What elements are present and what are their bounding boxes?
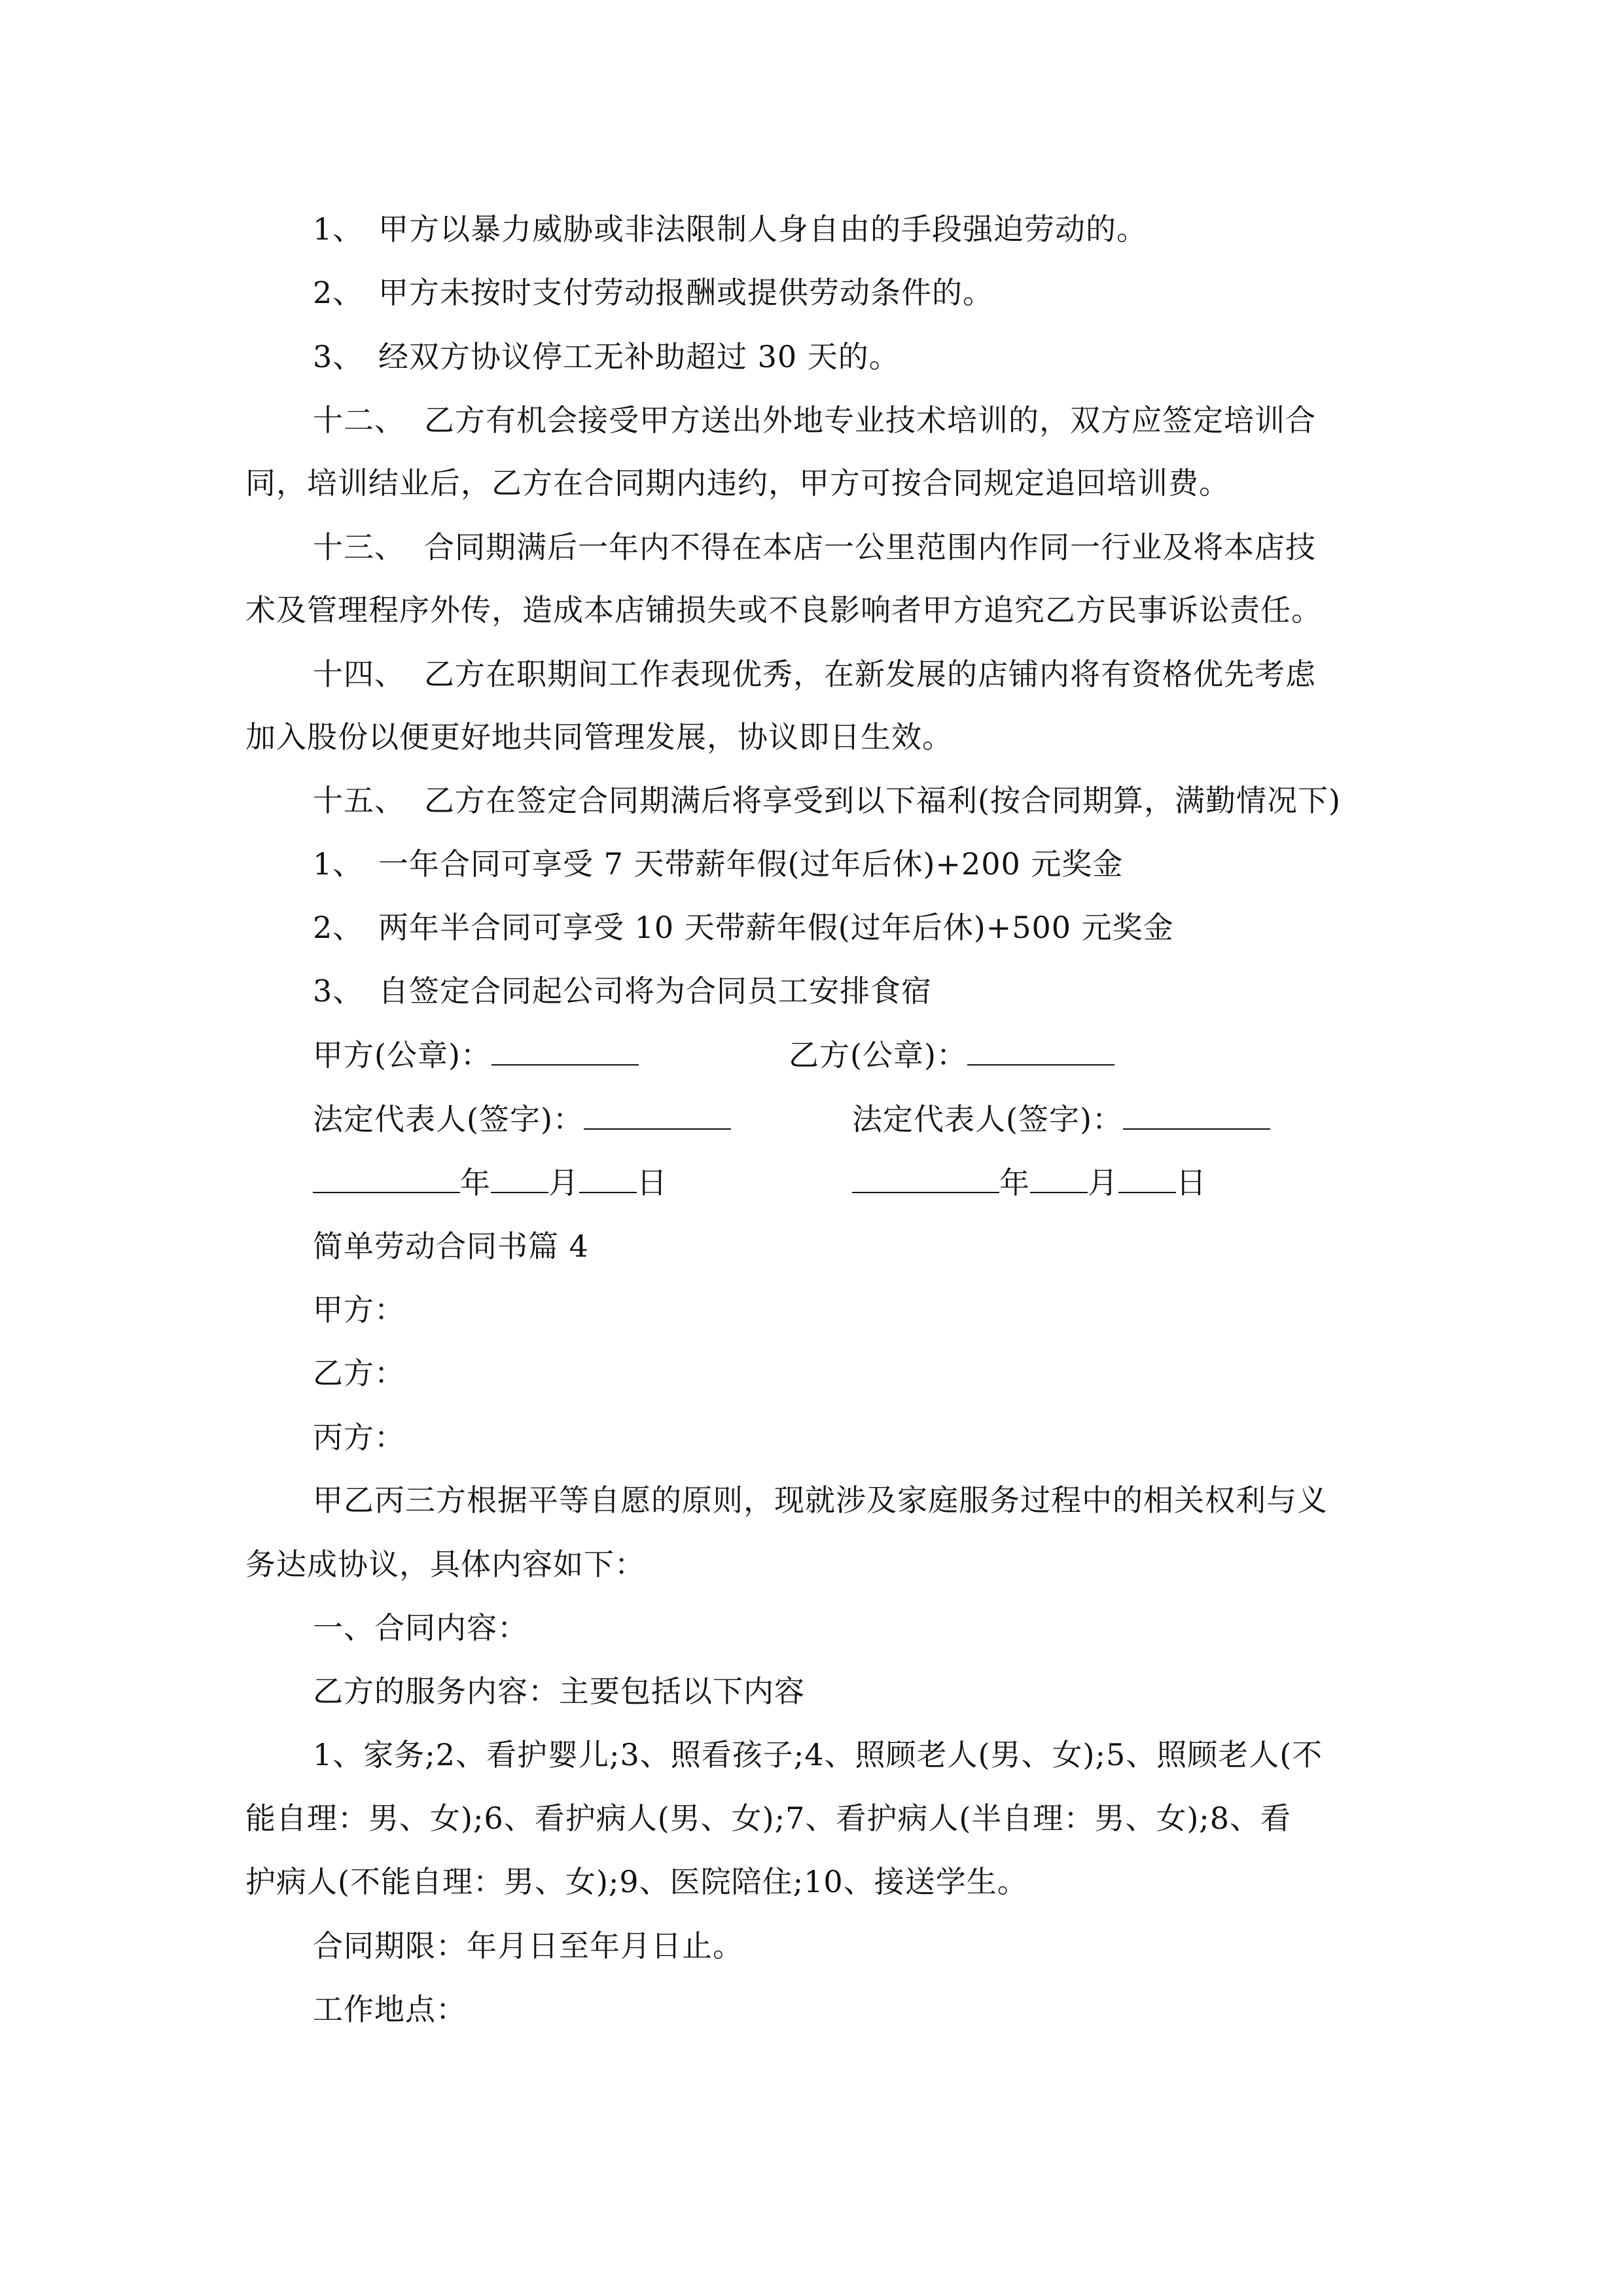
article-number: 十三、 xyxy=(313,529,405,565)
service-list-line1: 1、家务;2、看护婴儿;3、照看孩子;4、照顾老人(男、女);5、照顾老人(不 xyxy=(313,1737,1323,1772)
benefit-number: 1、 xyxy=(313,846,364,882)
article-13-line1 xyxy=(313,528,1316,567)
clause-1 xyxy=(313,209,1147,249)
party-b-seal-label: 乙方(公章)： xyxy=(789,1037,967,1073)
article-13-line2: 术及管理程序外传，造成本店铺损失或不良影响者甲方追究乙方民事诉讼责任。 xyxy=(245,592,1322,628)
party-a-label: 甲方： xyxy=(313,1292,405,1327)
article-number: 十四、 xyxy=(313,656,405,692)
year-blank xyxy=(313,1163,460,1193)
party-a-seal-blank xyxy=(491,1035,639,1066)
clause-text: 经双方协议停工无补助超过 30 天的。 xyxy=(378,339,900,374)
party-a-rep-blank xyxy=(584,1100,731,1130)
article-14-line1 xyxy=(313,655,1316,694)
benefit-text: 自签定合同起公司将为合同员工安排食宿 xyxy=(378,973,932,1009)
benefit-3 xyxy=(313,971,932,1011)
clause-text: 甲方未按时支付劳动报酬或提供劳动条件的。 xyxy=(378,275,993,310)
clause-number: 1、 xyxy=(313,211,364,247)
intro-line2: 务达成协议，具体内容如下： xyxy=(245,1547,645,1582)
article-12-line1 xyxy=(313,401,1316,440)
month-label: 月 xyxy=(1088,1165,1118,1200)
party-a-seal-label: 甲方(公章)： xyxy=(313,1037,491,1073)
clause-text: 甲方以暴力威胁或非法限制人身自由的手段强迫劳动的。 xyxy=(378,211,1147,247)
year-label: 年 xyxy=(460,1165,491,1200)
contract-term: 合同期限：年月日至年月日止。 xyxy=(313,1928,743,1964)
article-text: 乙方在职期间工作表现优秀，在新发展的店铺内将有资格优先考虑 xyxy=(424,656,1316,692)
party-a-seal xyxy=(313,1035,639,1075)
section-title: 简单劳动合同书篇 4 xyxy=(313,1229,589,1264)
party-b-label: 乙方： xyxy=(313,1355,405,1391)
day-blank xyxy=(1118,1163,1176,1193)
party-b-representative xyxy=(852,1100,1270,1139)
day-label: 日 xyxy=(637,1165,668,1200)
party-c-label: 丙方： xyxy=(313,1420,405,1455)
party-b-seal-blank xyxy=(967,1035,1115,1066)
article-text: 合同期满后一年内不得在本店一公里范围内作同一行业及将本店技 xyxy=(424,529,1316,565)
party-b-rep-blank xyxy=(1123,1100,1270,1130)
article-text: 乙方在签定合同期满后将享受到以下福利(按合同期算，满勤情况下) xyxy=(424,783,1341,818)
intro-line1: 甲乙丙三方根据平等自愿的原则，现就涉及家庭服务过程中的相关权利与义 xyxy=(313,1482,1328,1518)
clause-number: 3、 xyxy=(313,339,364,374)
article-number: 十二、 xyxy=(313,403,405,438)
benefit-1 xyxy=(313,844,1123,884)
article-number: 十五、 xyxy=(313,783,405,818)
benefit-text: 两年半合同可享受 10 天带薪年假(过年后休)+500 元奖金 xyxy=(378,910,1174,945)
service-content-title: 乙方的服务内容：主要包括以下内容 xyxy=(313,1674,805,1709)
clause-3 xyxy=(313,337,900,376)
contract-content-heading: 一、合同内容： xyxy=(313,1610,528,1645)
service-list-line3: 护病人(不能自理：男、女);9、医院陪住;10、接送学生。 xyxy=(245,1864,1028,1899)
benefit-text: 一年合同可享受 7 天带薪年假(过年后休)+200 元奖金 xyxy=(378,846,1124,882)
year-blank xyxy=(852,1163,999,1193)
article-text: 乙方有机会接受甲方送出外地专业技术培训的，双方应签定培训合 xyxy=(424,403,1316,438)
service-list-line2: 能自理：男、女);6、看护病人(男、女);7、看护病人(半自理：男、女);8、看 xyxy=(245,1801,1292,1836)
party-a-rep-label: 法定代表人(签字)： xyxy=(313,1102,584,1137)
year-label: 年 xyxy=(999,1165,1030,1200)
month-label: 月 xyxy=(548,1165,579,1200)
party-b-seal xyxy=(789,1035,1115,1075)
party-a-date xyxy=(313,1163,668,1202)
benefit-2 xyxy=(313,908,1174,947)
day-label: 日 xyxy=(1176,1165,1207,1200)
party-a-representative xyxy=(313,1100,731,1139)
party-b-date xyxy=(852,1163,1207,1202)
article-12-line2: 同，培训结业后，乙方在合同期内违约，甲方可按合同规定追回培训费。 xyxy=(245,465,1230,501)
day-blank xyxy=(579,1163,637,1193)
month-blank xyxy=(1030,1163,1088,1193)
benefit-number: 2、 xyxy=(313,910,364,945)
clause-number: 2、 xyxy=(313,275,364,310)
article-15-line1 xyxy=(313,781,1341,820)
party-b-rep-label: 法定代表人(签字)： xyxy=(852,1102,1123,1137)
work-location: 工作地点： xyxy=(313,1992,467,2027)
clause-2 xyxy=(313,273,993,312)
article-14-line2: 加入股份以便更好地共同管理发展，协议即日生效。 xyxy=(245,719,953,755)
month-blank xyxy=(491,1163,548,1193)
benefit-number: 3、 xyxy=(313,973,364,1009)
